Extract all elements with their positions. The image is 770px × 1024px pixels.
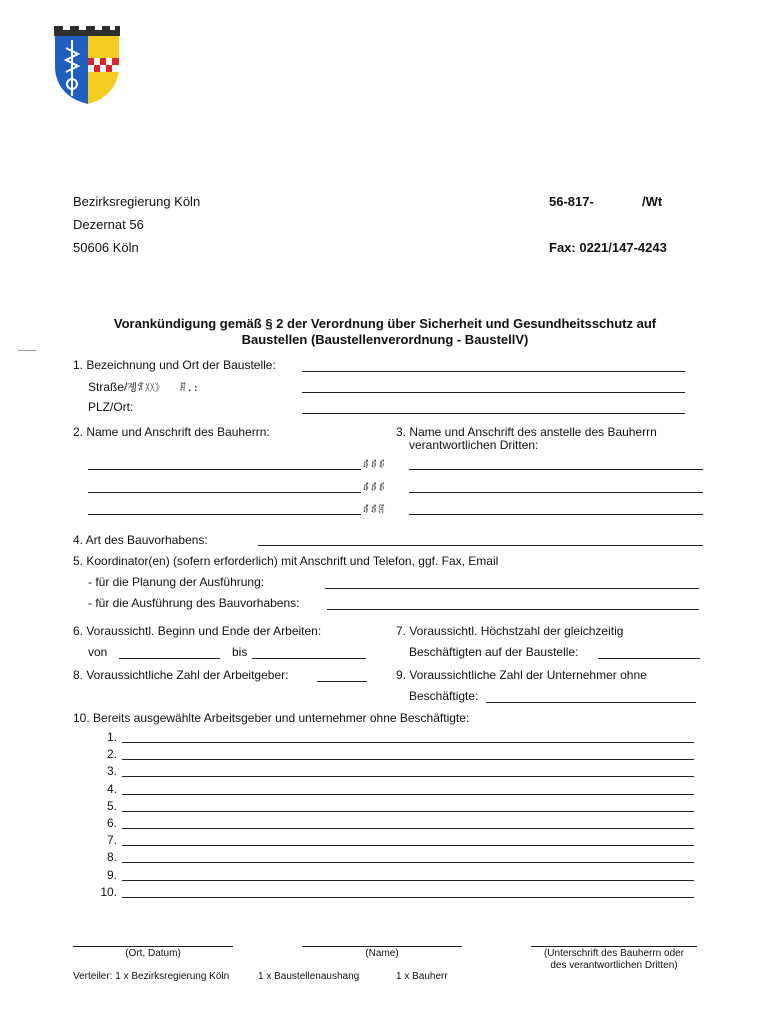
contractors-count-label-line1: 9. Voraussichtliche Zahl der Unternehmer ohne	[396, 668, 647, 682]
house-number-label: ꁲ.:	[178, 383, 199, 394]
coordinator-planning-label: - für die Planung der Ausführung:	[88, 575, 265, 589]
owner-field-2[interactable]	[88, 492, 361, 493]
third-party-field-3[interactable]	[409, 514, 703, 515]
owner-field-1[interactable]	[88, 469, 361, 470]
list-item-number: 8.	[106, 850, 117, 865]
distribution-site-notice: 1 x Baustellenaushang	[258, 971, 360, 982]
authority-name: Bezirksregierung Köln	[73, 194, 201, 209]
department-name: Dezernat 56	[73, 217, 144, 232]
owner-field-3[interactable]	[88, 514, 361, 515]
site-label: 1. Bezeichnung und Ort der Baustelle:	[73, 358, 276, 372]
signature-caption-line1: (Unterschrift des Bauherrn oder	[543, 948, 685, 959]
street-label-text: Straße/	[88, 380, 128, 394]
list-item-field[interactable]	[122, 845, 694, 846]
project-type-label: 4. Art des Bauvorhabens:	[73, 533, 208, 547]
start-label: von	[88, 645, 108, 659]
crest-checker	[88, 58, 119, 72]
owner-label: 2. Name und Anschrift des Bauherrn:	[73, 425, 270, 439]
selected-employers-label: 10. Bereits ausgewählte Arbeitsgeber und unternehmer ohne Beschäftigte:	[73, 711, 470, 725]
list-item-field[interactable]	[122, 880, 694, 881]
form-title-line1: Vorankündigung gemäß § 2 der Verordnung über Sicherheit und Gesundheitsschutz auf	[113, 316, 657, 331]
place-date-caption: (Ort, Datum)	[125, 948, 181, 959]
signature-caption	[521, 948, 707, 972]
contractors-count-field[interactable]	[486, 702, 696, 703]
street-label	[88, 379, 199, 394]
reference-suffix: /Wt	[642, 194, 663, 209]
list-item-number: 5.	[106, 798, 117, 813]
contractors-count-label-line2: Beschäftigte:	[409, 689, 479, 703]
third-party-field-2[interactable]	[409, 492, 703, 493]
margin-mark	[18, 350, 36, 351]
street-field[interactable]	[302, 392, 685, 393]
list-item-number: 1.	[106, 730, 117, 744]
zip-city-field[interactable]	[302, 413, 685, 414]
list-item-number: 4.	[106, 781, 117, 796]
coordinator-execution-label: - für die Ausführung des Bauvorhabens:	[88, 596, 300, 610]
coordinator-execution-field[interactable]	[327, 609, 699, 610]
list-item-field[interactable]	[122, 897, 694, 898]
authority-city: 50606 Köln	[73, 240, 139, 255]
list-item-number: 9.	[106, 867, 117, 882]
garbled-glyphs-2: ꁮꁮꁮ	[362, 483, 386, 494]
place-date-field[interactable]	[73, 946, 233, 947]
employers-count-label: 8. Voraussichtliche Zahl der Arbeitgeber:	[73, 668, 289, 682]
signature-field[interactable]	[531, 946, 697, 947]
coordinator-label: 5. Koordinator(en) (sofern erforderlich) mit Anschrift und Telefon, ggf. Fax, Email	[73, 554, 499, 568]
third-party-label-line2: verantwortlichen Dritten:	[409, 438, 539, 452]
max-workers-field[interactable]	[598, 658, 700, 659]
list-item-number: 7.	[106, 833, 117, 848]
list-item-field[interactable]	[122, 776, 694, 777]
coordinator-planning-field[interactable]	[325, 588, 699, 589]
list-item-number: 3.	[106, 764, 117, 779]
form-title-line2: Baustellen (Baustellenverordnung - BaustellV)	[241, 332, 529, 347]
employers-count-field[interactable]	[317, 681, 367, 682]
third-party-label-line1: 3. Name und Anschrift des anstelle des Bauherrn	[396, 425, 657, 439]
list-item-number: 6.	[106, 816, 117, 830]
start-date-field[interactable]	[119, 658, 220, 659]
coat-of-arms-logo	[52, 26, 122, 106]
project-type-field[interactable]	[258, 545, 703, 546]
street-label-garbled: 졩ꅼ〷》	[127, 383, 171, 394]
schedule-label: 6. Voraussichtl. Beginn und Ende der Arbeiten:	[73, 624, 322, 638]
end-date-field[interactable]	[252, 658, 366, 659]
list-item-field[interactable]	[122, 742, 694, 743]
crest-tower	[54, 26, 120, 36]
distribution-label: Verteiler: 1 x Bezirksregierung Köln	[73, 971, 230, 982]
third-party-field-1[interactable]	[409, 469, 703, 470]
list-item-number: 2.	[106, 747, 117, 762]
site-name-field[interactable]	[302, 371, 685, 372]
signature-caption-line2: des verantwortlichen Dritten)	[550, 960, 678, 971]
garbled-glyphs-1: ꁮꁮꁮ	[362, 460, 386, 471]
reference-number: 56-817-	[549, 194, 594, 209]
list-item-field[interactable]	[122, 862, 694, 863]
distribution-owner: 1 x Bauherr	[396, 971, 448, 982]
garbled-glyphs-3: ꁮꁮꁲ	[362, 505, 386, 516]
list-item-field[interactable]	[122, 759, 694, 760]
list-item-field[interactable]	[122, 811, 694, 812]
name-field[interactable]	[302, 946, 462, 947]
max-workers-label-line2: Beschäftigten auf der Baustelle:	[409, 645, 579, 659]
list-item-number: 10.	[100, 884, 117, 899]
name-caption: (Name)	[365, 948, 399, 959]
max-workers-label-line1: 7. Voraussichtl. Höchstzahl der gleichzeitig	[396, 624, 624, 638]
list-item-field[interactable]	[122, 794, 694, 795]
end-label: bis	[232, 645, 248, 659]
zip-city-label: PLZ/Ort:	[88, 400, 134, 414]
list-item-field[interactable]	[122, 828, 694, 829]
fax-number: Fax: 0221/147-4243	[549, 240, 667, 255]
form-title	[60, 316, 710, 348]
